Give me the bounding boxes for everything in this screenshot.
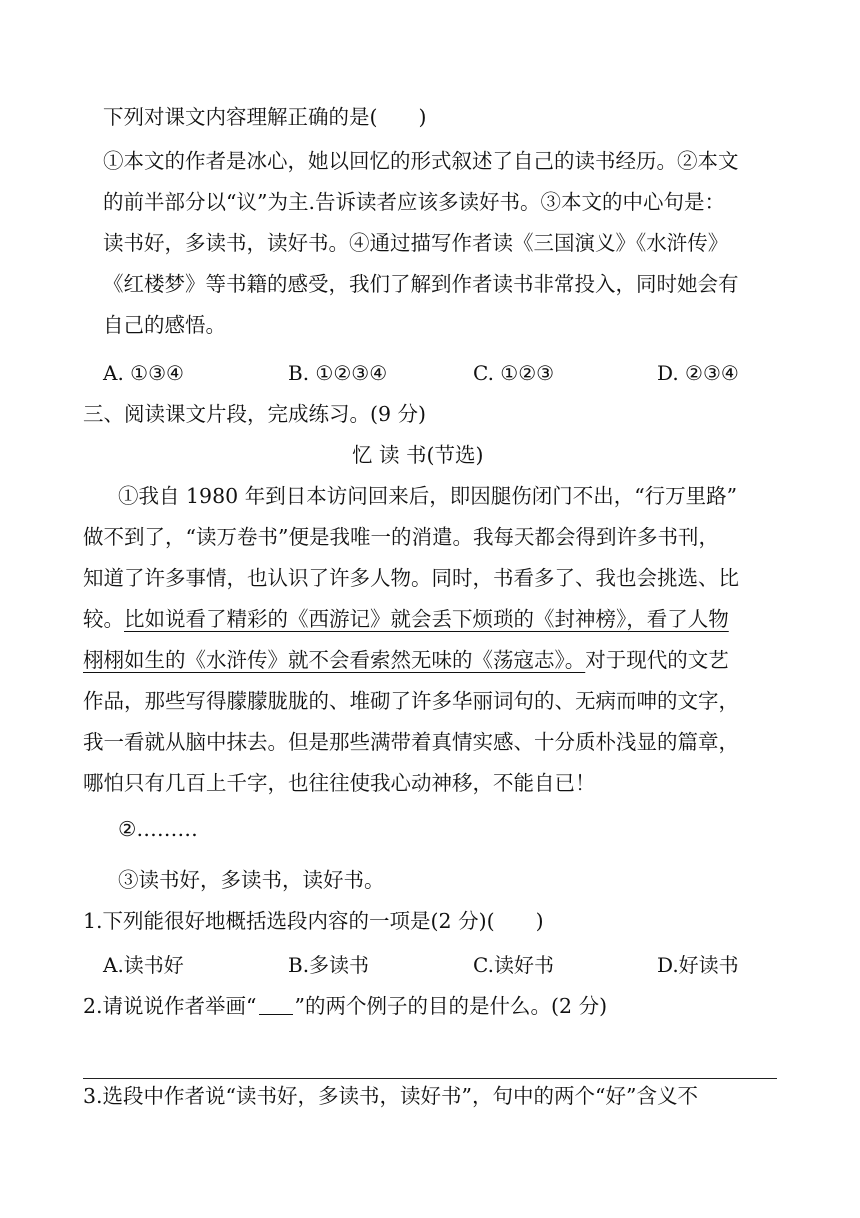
question-2-text: ”的两个例子的目的是什么。(2 分) [294, 994, 608, 1018]
underlined-example: 栩栩如生的《水浒传》就不会看索然无味的《荡寇志》。 [83, 648, 586, 672]
passage-paragraph-3: ③读书好，多读书，读好书。 [118, 868, 385, 892]
q1-option-c[interactable]: C.读好书 [473, 953, 554, 977]
q1-option-d[interactable]: D.好读书 [657, 953, 739, 977]
question-text-line: 读书好，多读书，读好书。④通过描写作者读《三国演义》《水浒传》 [103, 231, 729, 255]
option-c[interactable]: C. ①②③ [473, 361, 555, 385]
passage-text: 较。 [83, 607, 124, 631]
passage-line: 哪怕只有几百上千字，也往往使我心动神移，不能自已！ [83, 771, 596, 795]
section-heading: 三、阅读课文片段，完成练习。(9 分) [83, 402, 427, 426]
question-2-text: 2.请说说作者举画“ [83, 994, 257, 1018]
passage-line [83, 646, 729, 674]
passage-line: 知道了许多事情，也认识了许多人物。同时，书看多了、我也会挑选、比 [83, 566, 739, 590]
question-stem: 下列对课文内容理解正确的是( ) [103, 105, 427, 129]
passage-line [83, 605, 729, 633]
underlined-example: 比如说看了精彩的《西游记》就会丢下烦琐的《封神榜》，看了人物 [124, 607, 729, 631]
option-b[interactable]: B. ①②③④ [288, 361, 388, 385]
question-3-stem: 3.选段中作者说“读书好，多读书，读好书”，句中的两个“好”含义不 [83, 1084, 698, 1108]
passage-line: 我一看就从脑中抹去。但是那些满带着真情实感、十分质朴浅显的篇章， [83, 730, 739, 754]
question-text-line: 的前半部分以“议”为主.告诉读者应该多读好书。③本文的中心句是： [103, 190, 725, 214]
passage-paragraph-2: ②……… [118, 817, 198, 841]
passage-text: 对于现代的文艺 [585, 648, 729, 672]
option-d[interactable]: D. ②③④ [657, 361, 739, 385]
q1-option-a[interactable]: A.读书好 [103, 953, 184, 977]
option-a[interactable]: A. ①③④ [103, 361, 184, 385]
question-text-line: 《红楼梦》等书籍的感受，我们了解到作者读书非常投入，同时她会有 [103, 272, 739, 296]
question-2-stem [83, 992, 607, 1020]
question-text-line: 自己的感悟。 [103, 313, 226, 337]
question-1-stem: 1.下列能很好地概括选段内容的一项是(2 分)( ) [83, 909, 544, 933]
passage-line: 作品，那些写得朦朦胧胧的、堆砌了许多华丽词句的、无病而呻的文字， [83, 689, 739, 713]
underline-blank [259, 996, 293, 1015]
question-text-line: ①本文的作者是冰心，她以回忆的形式叙述了自己的读书经历。②本文 [103, 149, 739, 173]
answer-line[interactable] [83, 1078, 777, 1079]
passage-title: 忆 读 书(节选) [352, 443, 484, 467]
passage-line: ①我自 1980 年到日本访问回来后，即因腿伤闭门不出，“行万里路” [118, 484, 738, 508]
q1-option-b[interactable]: B.多读书 [288, 953, 370, 977]
passage-line: 做不到了，“读万卷书”便是我唯一的消遣。我每天都会得到许多书刊， [83, 525, 719, 549]
